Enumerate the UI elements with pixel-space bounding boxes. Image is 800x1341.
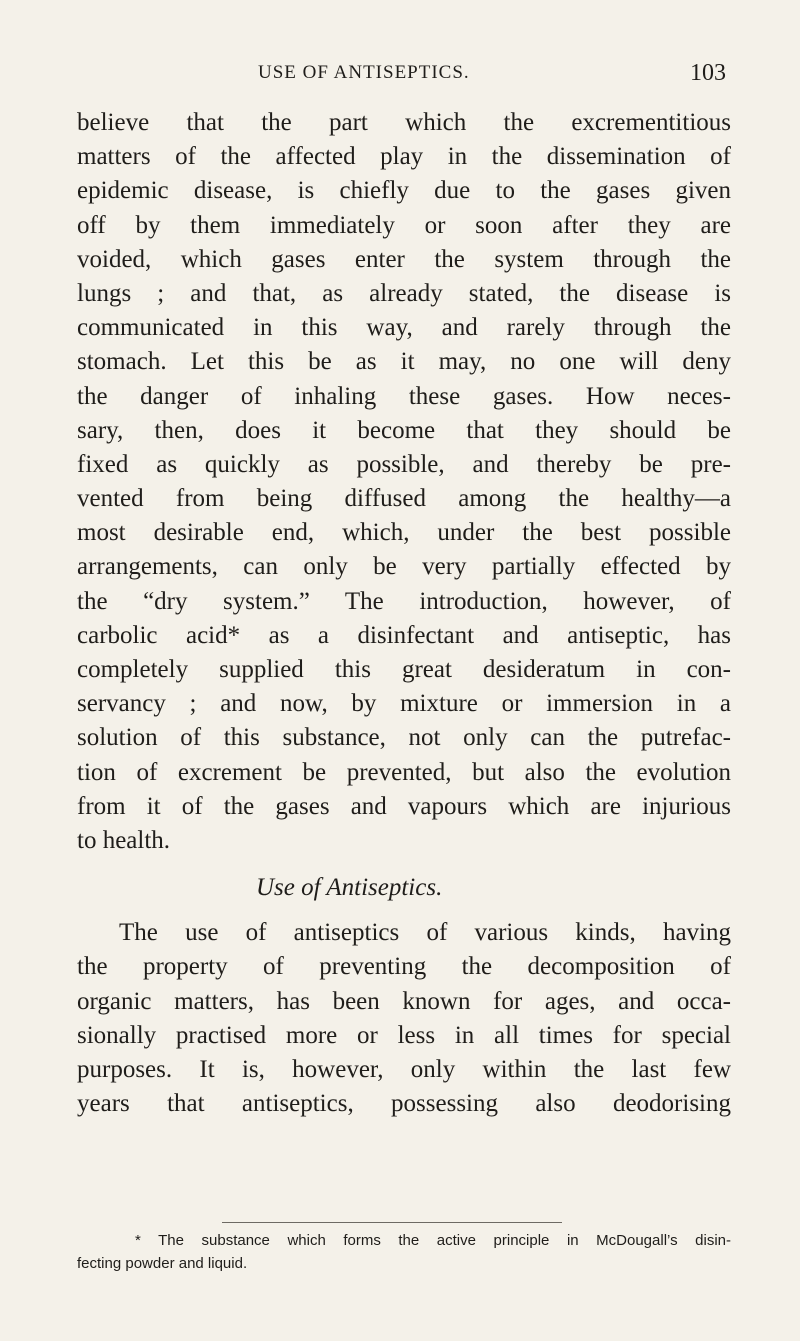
paragraph-2 bbox=[77, 916, 731, 1121]
footnote-line: fecting powder and liquid. bbox=[77, 1255, 248, 1272]
text-line: purposes. It is, however, only within the last few bbox=[77, 1055, 731, 1083]
text-line: servancy ; and now, by mixture or immersion in a bbox=[77, 690, 731, 718]
text-line: vented from being diffused among the healthy—a bbox=[77, 485, 731, 513]
footnote bbox=[77, 1229, 731, 1275]
text-line: lungs ; and that, as already stated, the disease is bbox=[77, 279, 731, 307]
text-line: tion of excrement be prevented, but also the evolution bbox=[77, 758, 731, 786]
footnote-divider bbox=[222, 1222, 562, 1223]
section-heading: Use of Antiseptics. bbox=[256, 874, 443, 902]
text-line: solution of this substance, not only can the putrefac- bbox=[77, 724, 731, 752]
text-line: voided, which gases enter the system through the bbox=[77, 245, 731, 273]
text-line: to health. bbox=[77, 826, 171, 854]
text-line: The use of antiseptics of various kinds, having bbox=[119, 919, 731, 947]
text-line: carbolic acid* as a disinfectant and antiseptic, has bbox=[77, 621, 731, 649]
text-line: matters of the affected play in the dissemination of bbox=[77, 143, 731, 171]
text-line: completely supplied this great desideratum in con- bbox=[77, 656, 731, 683]
text-line: organic matters, has been known for ages, and occa- bbox=[77, 987, 731, 1015]
text-line: off by them immediately or soon after they are bbox=[77, 211, 731, 239]
footnote-line: * The substance which forms the active principle in McDougall’s disin- bbox=[135, 1232, 731, 1249]
text-line: sary, then, does it become that they should be bbox=[77, 416, 731, 444]
text-line: the property of preventing the decomposition of bbox=[77, 953, 731, 981]
body-text bbox=[77, 106, 731, 1121]
text-line: communicated in this way, and rarely through the bbox=[77, 314, 731, 342]
text-line: stomach. Let this be as it may, no one will deny bbox=[77, 348, 731, 376]
text-line: from it of the gases and vapours which are injurious bbox=[77, 792, 731, 820]
paragraph-1 bbox=[77, 106, 731, 858]
text-line: sionally practised more or less in all times for special bbox=[77, 1021, 731, 1049]
running-title: USE OF ANTISEPTICS. bbox=[258, 62, 470, 83]
text-line: believe that the part which the excrementitious bbox=[77, 109, 731, 136]
running-header bbox=[0, 58, 800, 88]
text-line: the danger of inhaling these gases. How neces- bbox=[77, 382, 731, 410]
text-line: arrangements, can only be very partially effected by bbox=[77, 553, 731, 581]
page-number: 103 bbox=[690, 60, 726, 86]
text-line: the “dry system.” The introduction, however, of bbox=[77, 587, 731, 615]
text-line: fixed as quickly as possible, and thereby be pre- bbox=[77, 450, 731, 478]
text-line: epidemic disease, is chiefly due to the gases given bbox=[77, 177, 731, 205]
text-line: most desirable end, which, under the best possible bbox=[77, 519, 731, 547]
text-line: years that antiseptics, possessing also deodorising bbox=[77, 1090, 731, 1118]
